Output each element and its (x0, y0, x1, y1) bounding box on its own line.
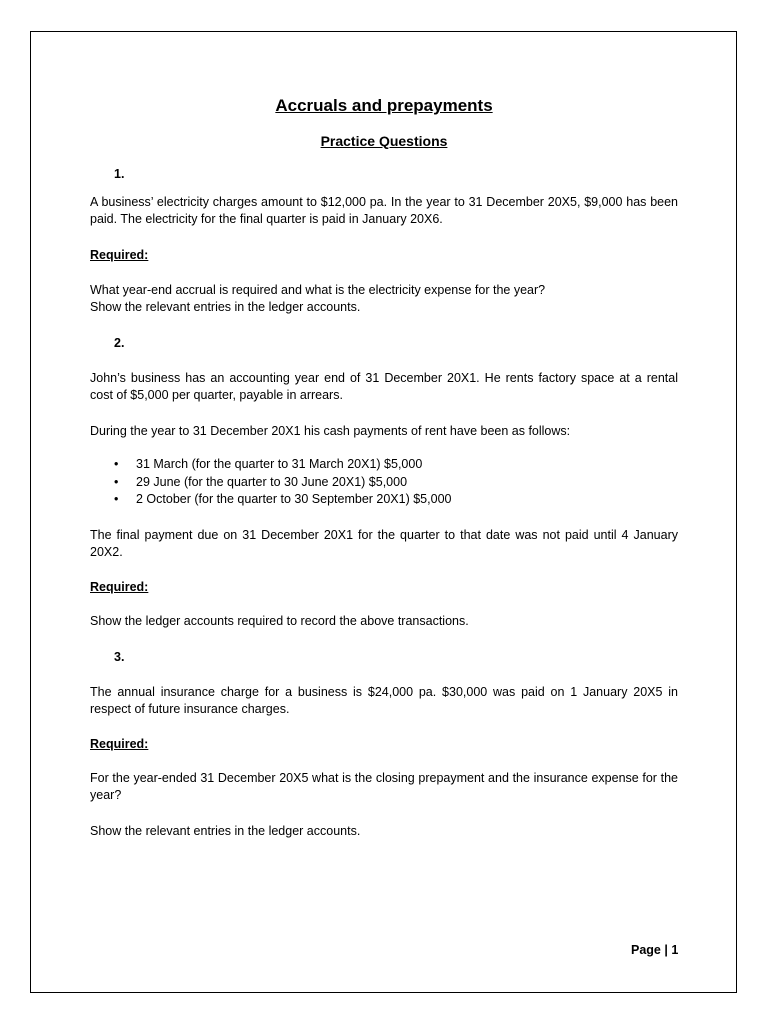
question-3-required-text: For the year-ended 31 December 20X5 what is the closing prepayment and the insurance expense for the year? (90, 771, 678, 802)
question-2-payments-intro: During the year to 31 December 20X1 his cash payments of rent have been as follows: (90, 424, 571, 438)
bullet-icon: • (114, 492, 119, 506)
question-2-closing-text: The final payment due on 31 December 20X1 for the quarter to that date was not paid until 4 January 20X2. (90, 528, 678, 559)
list-item-text: 2 October (for the quarter to 30 September 20X1) $5,000 (136, 492, 452, 506)
question-3-text: The annual insurance charge for a business is $24,000 pa. $30,000 was paid on 1 January 20X5 in respect of future insurance charges. (90, 685, 678, 716)
list-item-text: 29 June (for the quarter to 30 June 20X1) $5,000 (136, 474, 408, 489)
question-3-number: 3. (114, 650, 125, 664)
bullet-icon: • (114, 457, 119, 471)
document-title: Accruals and prepayments (275, 96, 493, 115)
page-number: Page | 1 (631, 943, 679, 957)
list-item (90, 491, 678, 509)
question-2-payment-list (90, 456, 678, 509)
question-1-number: 1. (114, 167, 125, 181)
bullet-icon: • (114, 474, 119, 489)
question-3-required-label: Required: (90, 737, 149, 751)
question-1-required-line-2: Show the relevant entries in the ledger accounts. (90, 300, 361, 314)
question-1-text: A business’ electricity charges amount to $12,000 pa. In the year to 31 December 20X5, $9,000 has been paid. The electricity for the final quarter is paid in January 20X6. (90, 195, 678, 226)
page-border (30, 31, 737, 993)
question-2-text: John’s business has an accounting year end of 31 December 20X1. He rents factory space at a rental cost of $5,000 per quarter, payable in arrears. (90, 371, 678, 402)
document-subtitle: Practice Questions (320, 133, 448, 149)
question-2-number: 2. (114, 336, 125, 350)
question-2-required-text: Show the ledger accounts required to record the above transactions. (90, 614, 469, 628)
question-1-required-label: Required: (90, 248, 149, 262)
list-item (90, 474, 678, 492)
list-item-text: 31 March (for the quarter to 31 March 20X1) $5,000 (136, 457, 423, 471)
question-2-required-label: Required: (90, 580, 149, 594)
question-1-required-line-1: What year-end accrual is required and what is the electricity expense for the year? (90, 283, 546, 297)
list-item (90, 456, 678, 474)
question-3-final-text: Show the relevant entries in the ledger accounts. (90, 824, 361, 838)
